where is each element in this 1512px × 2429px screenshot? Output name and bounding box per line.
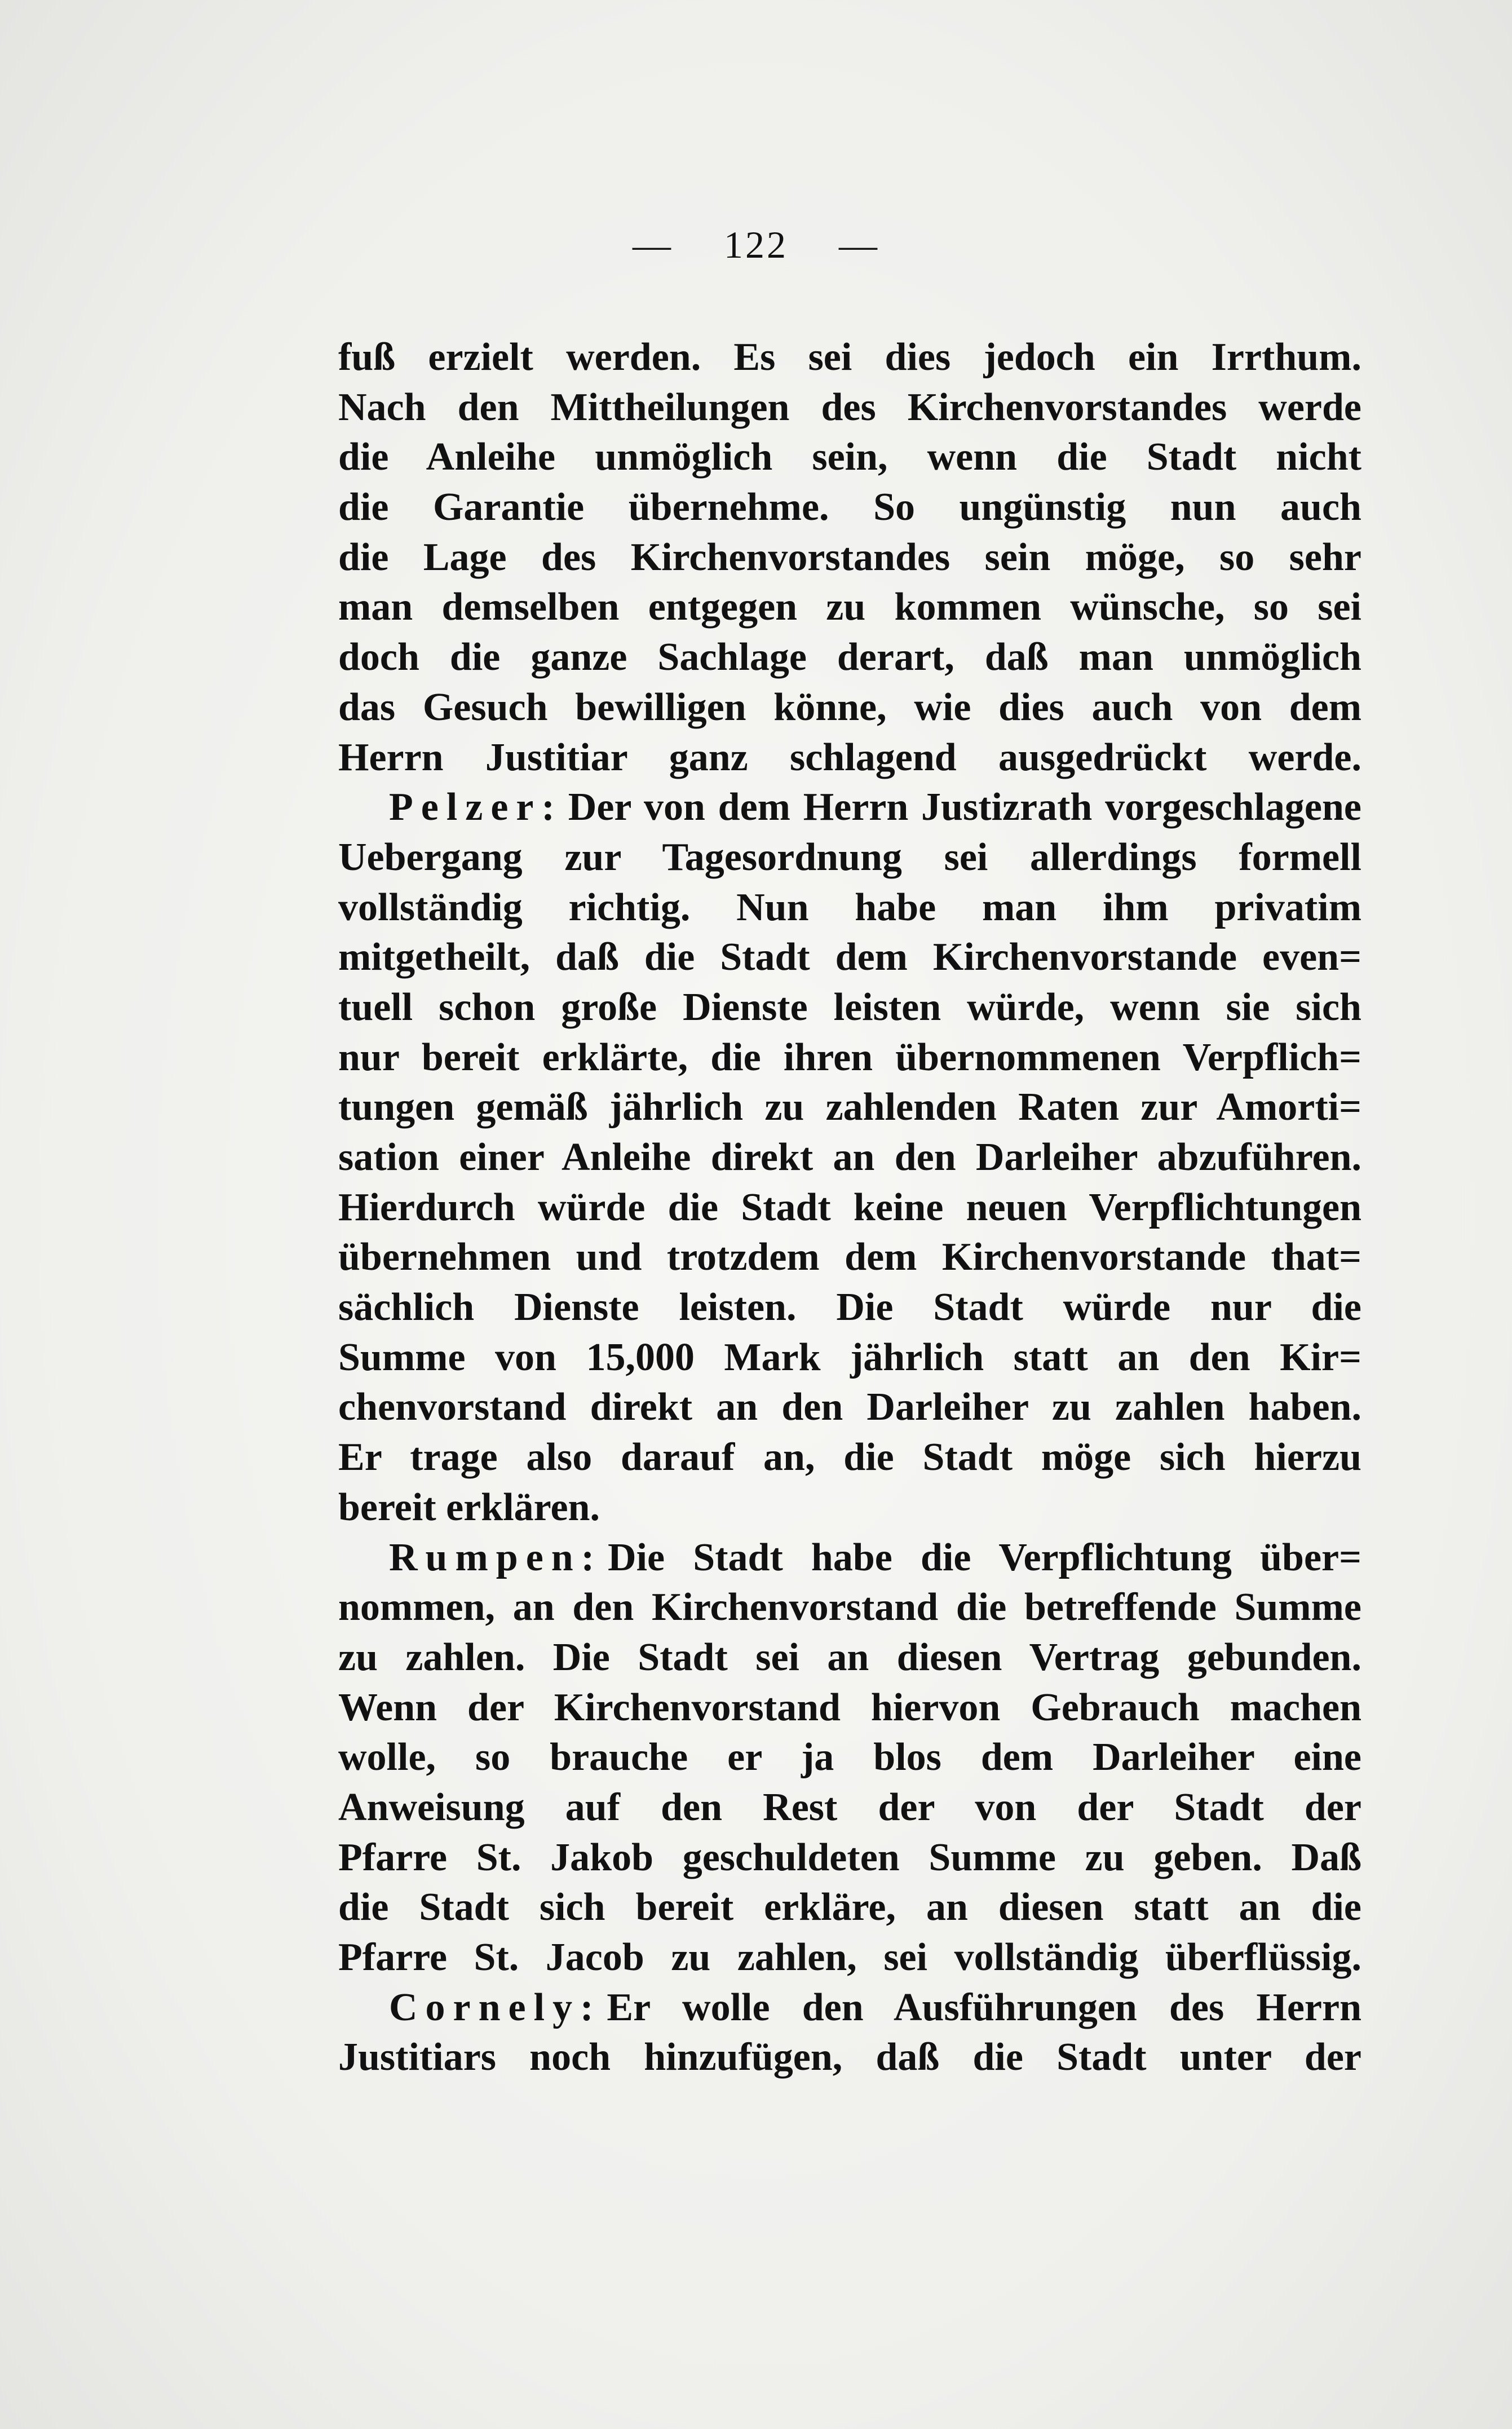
line-text: Uebergang zur Tagesordnung sei allerdings formell <box>338 835 1361 879</box>
text-line <box>338 432 1361 483</box>
text-line <box>338 833 1361 883</box>
line-text: Der von dem Herrn Justizrath vorgeschlagene <box>568 785 1361 829</box>
text-line <box>338 1983 1361 2033</box>
text-line <box>338 483 1361 533</box>
text-line <box>338 683 1361 733</box>
line-text: wolle, so brauche er ja blos dem Darleiher eine <box>338 1735 1361 1779</box>
line-text: Hierdurch würde die Stadt keine neuen Verpflichtungen <box>338 1185 1361 1229</box>
line-text: die Lage des Kirchenvorstandes sein möge, so sehr <box>338 535 1361 579</box>
line-text: Er trage also darauf an, die Stadt möge sich hierzu <box>338 1436 1361 1480</box>
line-text: Summe von 15,000 Mark jährlich statt an den Kir= <box>338 1335 1361 1379</box>
line-text: tungen gemäß jährlich zu zahlenden Raten zur Amorti= <box>338 1085 1361 1129</box>
line-text: nur bereit erklärte, die ihren übernommenen Verpflich= <box>338 1035 1361 1079</box>
text-line <box>338 1233 1361 1283</box>
line-text: Die Stadt habe die Verpflichtung über= <box>608 1535 1361 1579</box>
line-text: Pfarre St. Jacob zu zahlen, sei vollständig überflüssig. <box>338 1936 1361 1979</box>
text-line <box>338 883 1361 933</box>
text-line <box>338 582 1361 633</box>
text-line <box>338 2033 1361 2083</box>
text-line <box>338 933 1361 983</box>
line-text: doch die ganze Sachlage derart, daß man unmöglich <box>338 635 1361 679</box>
text-line <box>338 733 1361 783</box>
line-text: vollständig richtig. Nun habe man ihm privatim <box>338 885 1361 929</box>
header-dash-left: — <box>633 223 673 266</box>
line-text: das Gesuch bewilligen könne, wie dies auch von dem <box>338 685 1361 729</box>
text-line <box>338 1083 1361 1133</box>
page-number: 122 <box>724 223 788 266</box>
text-line <box>338 1733 1361 1783</box>
line-text: Justitiars noch hinzufügen, daß die Stadt unter der <box>338 2035 1361 2079</box>
line-text: tuell schon große Dienste leisten würde, wenn sie sich <box>338 985 1361 1029</box>
text-line <box>338 1583 1361 1633</box>
text-line <box>338 1933 1361 1983</box>
line-text: nommen, an den Kirchenvorstand die betreffende Summe <box>338 1586 1361 1629</box>
line-text: Er wolle den Ausführungen des Herrn <box>607 1985 1361 2029</box>
speaker-name: Cornely: <box>389 1985 602 2029</box>
text-line <box>338 1383 1361 1433</box>
speaker-name: Pelzer: <box>389 785 563 829</box>
header-dash-right: — <box>839 223 879 266</box>
text-line <box>338 1683 1361 1733</box>
text-line <box>338 533 1361 583</box>
speaker-name: Rumpen: <box>389 1535 603 1579</box>
text-line <box>338 1833 1361 1883</box>
line-text: Wenn der Kirchenvorstand hiervon Gebrauch machen <box>338 1685 1361 1729</box>
line-text: zu zahlen. Die Stadt sei an diesen Vertrag gebunden. <box>338 1635 1361 1679</box>
line-text: die Anleihe unmöglich sein, wenn die Stadt nicht <box>338 435 1361 479</box>
text-line <box>338 383 1361 433</box>
line-text: Nach den Mittheilungen des Kirchenvorstandes werde <box>338 385 1361 429</box>
text-line <box>338 1283 1361 1333</box>
text-line <box>338 333 1361 383</box>
text-line <box>338 1333 1361 1383</box>
text-line <box>338 1483 1361 1533</box>
line-text: chenvorstand direkt an den Darleiher zu zahlen haben. <box>338 1385 1361 1429</box>
text-line <box>338 1533 1361 1583</box>
line-text: die Garantie übernehme. So ungünstig nun auch <box>338 485 1361 529</box>
text-line <box>338 1133 1361 1183</box>
text-line <box>338 1633 1361 1683</box>
page-body-text <box>338 333 1361 2083</box>
line-text: Anweisung auf den Rest der von der Stadt der <box>338 1785 1361 1829</box>
line-text: Pfarre St. Jakob geschuldeten Summe zu geben. Daß <box>338 1835 1361 1879</box>
text-line <box>338 783 1361 833</box>
line-text: mitgetheilt, daß die Stadt dem Kirchenvorstande even= <box>338 935 1361 979</box>
line-text: sation einer Anleihe direkt an den Darleiher abzuführen. <box>338 1136 1361 1179</box>
text-line <box>338 1783 1361 1833</box>
text-line <box>338 983 1361 1033</box>
text-line <box>338 1433 1361 1483</box>
line-text: fuß erzielt werden. Es sei dies jedoch ein Irrthum. <box>338 335 1361 379</box>
text-line <box>338 633 1361 683</box>
page-header <box>0 223 1512 267</box>
line-text: die Stadt sich bereit erkläre, an diesen statt an die <box>338 1885 1361 1929</box>
line-text: Herrn Justitiar ganz schlagend ausgedrückt werde. <box>338 735 1361 779</box>
text-line <box>338 1883 1361 1933</box>
line-text: übernehmen und trotzdem dem Kirchenvorstande that= <box>338 1235 1361 1279</box>
text-line <box>338 1033 1361 1083</box>
line-text: man demselben entgegen zu kommen wünsche, so sei <box>338 585 1361 629</box>
line-text: bereit erklären. <box>338 1485 600 1529</box>
line-text: sächlich Dienste leisten. Die Stadt würde nur die <box>338 1286 1361 1330</box>
text-line <box>338 1183 1361 1233</box>
